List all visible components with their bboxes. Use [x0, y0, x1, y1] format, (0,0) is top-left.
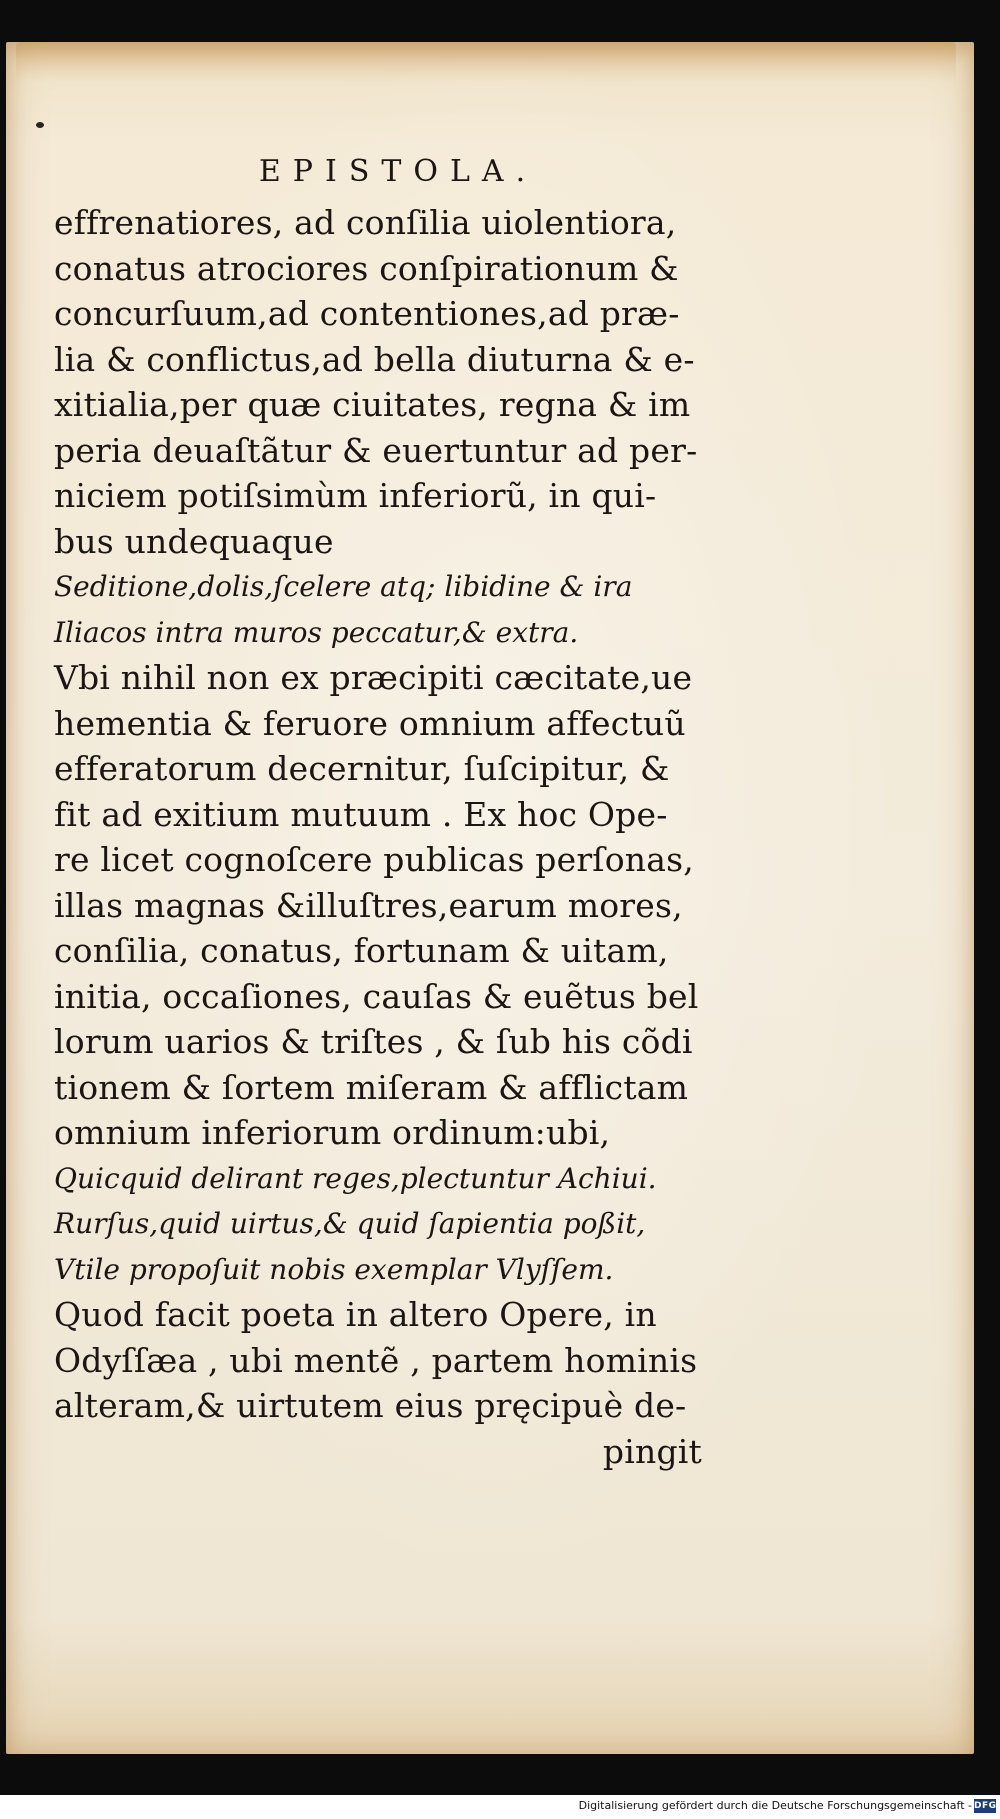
running-head: EPISTOLA. — [258, 154, 538, 189]
verse-line: Vtile propoſuit nobis exemplar Vlyſſem. — [54, 1252, 614, 1286]
text-line: xitialia,per quæ ciuitates, regna & im — [54, 385, 691, 424]
text-line: Odyſſæa , ubi mentẽ , partem hominis — [54, 1340, 698, 1380]
footer-bar — [0, 1795, 1000, 1819]
text-line: Vbi nihil non ex præcipiti cæcitate,ue — [54, 658, 693, 697]
text-line: omnium inferiorum ordinum:ubi, — [54, 1113, 611, 1152]
text-line: initia, occaſiones, cauſas & euẽtus bel — [54, 976, 699, 1016]
text-line: lia & conflictus,ad bella diuturna & e- — [54, 339, 695, 379]
text-line: bus undequaque — [54, 521, 334, 561]
text-line: niciem potiſsimùm inferiorũ, in qui- — [54, 476, 657, 515]
text-line: concurſuum,ad contentiones,ad præ- — [54, 294, 680, 333]
verse-line: Seditione,dolis,ſcelere atq; libidine & ira — [54, 570, 633, 603]
catchword: pingit — [602, 1431, 702, 1471]
text-line: efferatorum decernitur, ſuſcipitur, & — [54, 749, 670, 788]
text-line: peria deuaſtãtur & euertuntur ad per- — [54, 430, 698, 470]
text-line: lorum uarios & triſtes , & ſub his cõdi — [54, 1022, 693, 1061]
text-line: conſilia, conatus, fortunam & uitam, — [54, 931, 669, 970]
page-foxing — [16, 42, 956, 82]
text-line: effrenatiores, ad conſilia uiolentiora, — [54, 203, 677, 242]
text-line: Quod facit poeta in altero Opere, in — [54, 1295, 657, 1334]
text-line: re licet cognoſcere publicas perſonas, — [54, 840, 694, 879]
text-line: tionem & ſortem miſeram & afflictam — [54, 1067, 689, 1107]
text-line: fit ad exitium mutuum . Ex hoc Ope- — [54, 794, 668, 834]
text-line: alteram,& uirtutem eius pręcipuè de- — [54, 1386, 687, 1425]
ink-spot — [36, 122, 44, 128]
text-line: illas magnas &illuſtres,earum mores, — [54, 885, 683, 925]
text-line: hementia & feruore omnium affectuũ — [54, 703, 686, 743]
book-page — [6, 42, 974, 1754]
verse-line: Quicquid delirant reges,plectuntur Achiui. — [54, 1161, 657, 1195]
verse-line: Rurſus,quid uirtus,& quid ſapientia poßit, — [54, 1207, 646, 1240]
text-block — [54, 150, 702, 1474]
verse-line: Iliacos intra muros peccatur,& extra. — [54, 615, 579, 649]
dfg-logo: DFG — [974, 1801, 997, 1811]
text-line: conatus atrociores conſpirationum & — [54, 248, 679, 288]
footer-credit: Digitalisierung gefördert durch die Deutsche Forschungsgemeinschaft - — [578, 1799, 972, 1812]
